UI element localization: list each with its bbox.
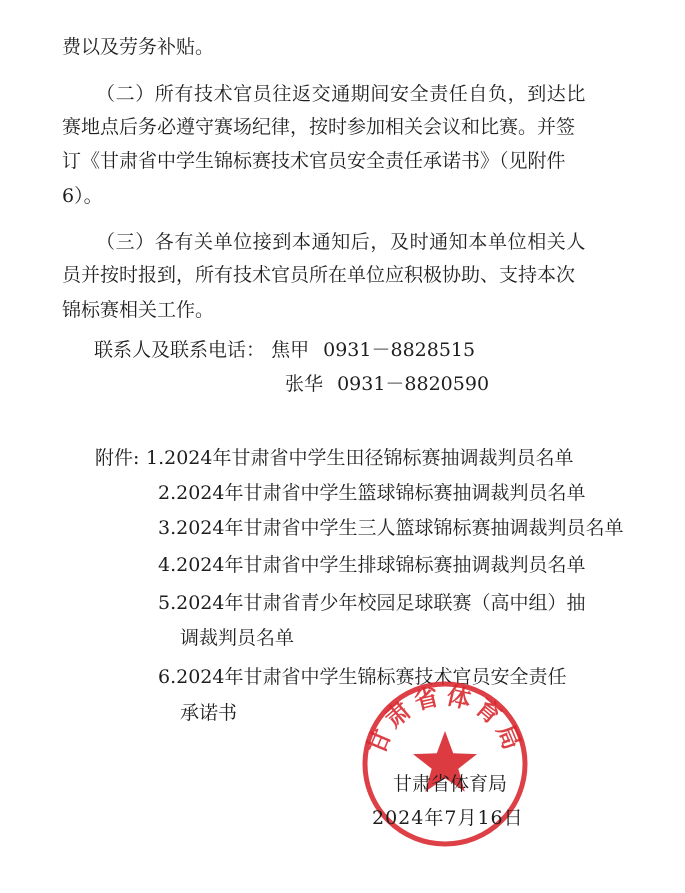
contact-phone-1: 0931－8828515 [323,339,476,361]
contact-phone-2: 0931－8820590 [337,373,490,395]
signature-date: 2024年7月16日 [372,807,524,829]
paragraph-2-line-4: 6）。 [62,185,103,207]
seal-text: 甘肃省体育局 [361,681,529,759]
contact-line-2 [285,371,685,397]
signature-org: 甘肃省体育局 [393,773,508,795]
attachment-item-2: 2.2024年甘肃省中学生篮球锦标赛抽调裁判员名单 [158,482,586,504]
contact-line-1 [94,337,685,363]
paragraph-3-line-3: 锦标赛相关工作。 [62,299,215,321]
attachment-item-4: 4.2024年甘肃省中学生排球锦标赛抽调裁判员名单 [158,554,586,576]
attachment-item-6: 6.2024年甘肃省中学生锦标赛技术官员安全责任 [158,666,567,688]
paragraph-2-line-2: 赛地点后务必遵守赛场纪律，按时参加相关会议和比赛。并签 [62,116,576,138]
contact-person-1: 焦甲 [271,339,310,361]
attachment-item-5-cont: 调裁判员名单 [180,627,295,649]
paragraph-continuation: 费以及劳务补贴。 [62,36,215,58]
contact-label: 联系人及联系电话： [94,339,266,361]
paragraph-3-line-1: （三）各有关单位接到本通知后，及时通知本单位相关人 [96,231,587,253]
paragraph-2-line-3: 订《甘肃省中学生锦标赛技术官员安全责任承诺书》（见附件 [62,150,566,172]
attachments-label: 附件: [95,447,140,469]
attachment-item-5: 5.2024年甘肃省青少年校园足球联赛（高中组）抽 [158,592,586,614]
paragraph-2-line-1: （二）所有技术官员往返交通期间安全责任自负，到达比 [96,83,587,105]
attachment-item-3: 3.2024年甘肃省中学生三人篮球锦标赛抽调裁判员名单 [158,517,624,539]
paragraph-3-line-2: 员并按时报到，所有技术官员所在单位应积极协助、支持本次 [62,264,576,286]
contact-person-2: 张华 [285,373,324,395]
attachment-item-1: 1.2024年甘肃省中学生田径锦标赛抽调裁判员名单 [146,447,574,469]
attachment-item-6-cont: 承诺书 [180,702,238,724]
